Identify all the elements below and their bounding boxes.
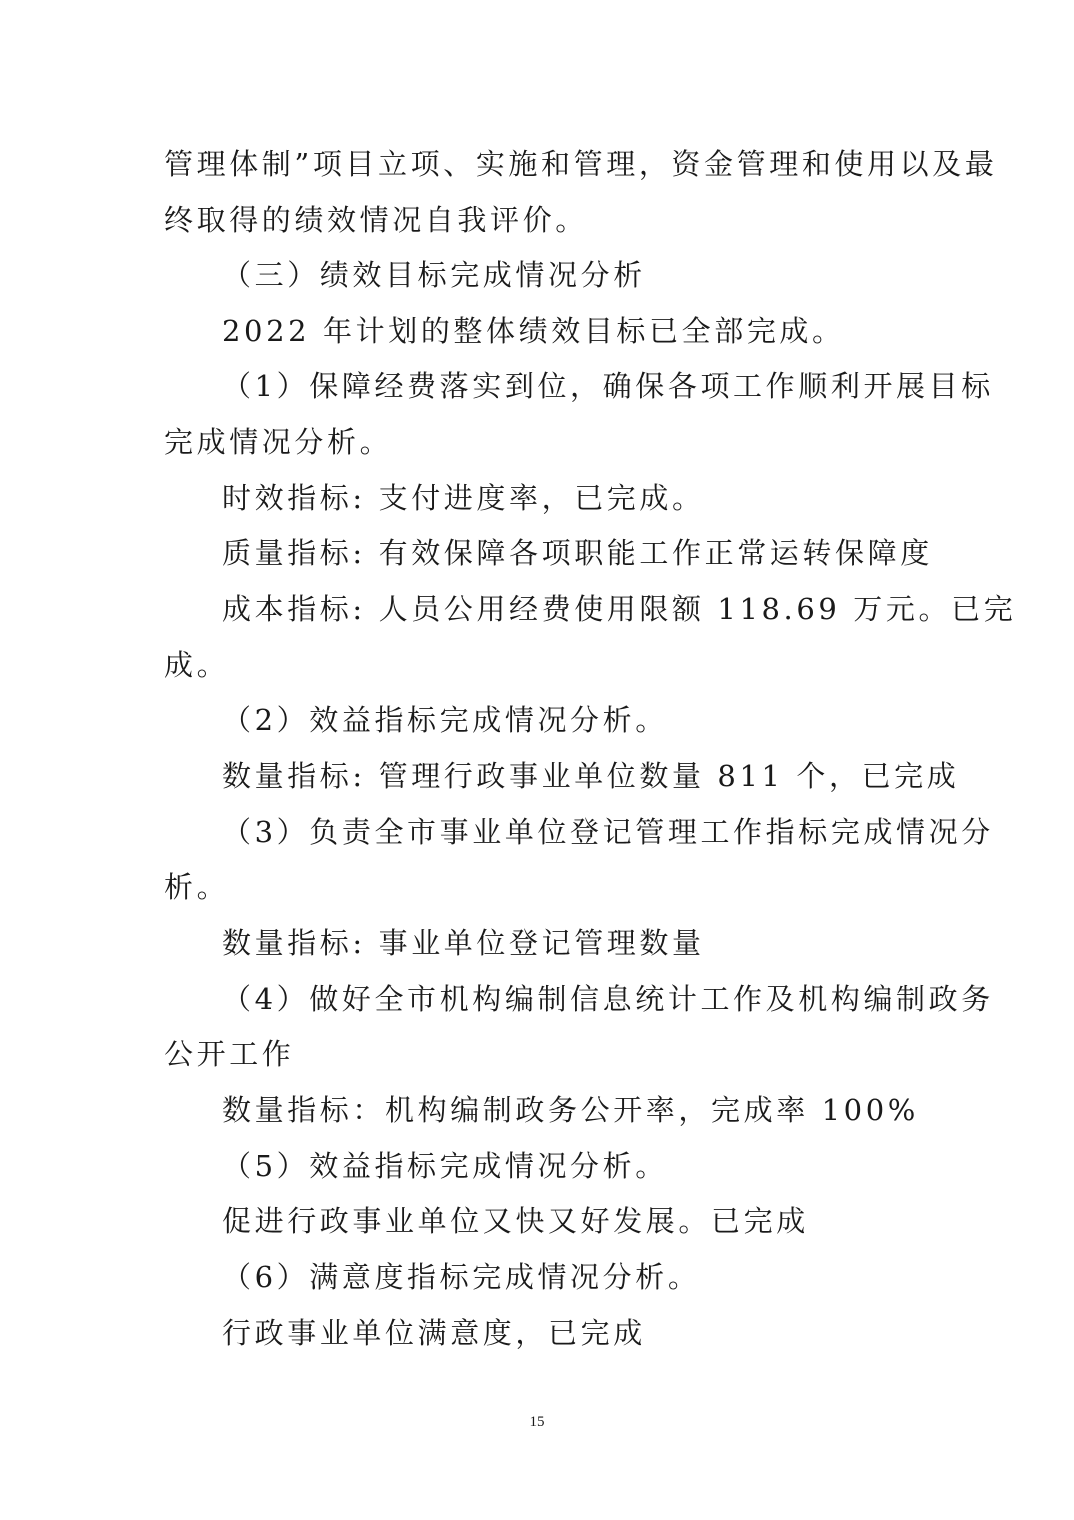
text-line-2: 终取得的绩效情况自我评价。	[164, 203, 588, 237]
text-line-21: （6）满意度指标完成情况分析。	[222, 1260, 701, 1294]
text-line-7: 时效指标: 支付进度率，已完成。	[222, 481, 705, 515]
text-line-12: 数量指标: 管理行政事业单位数量 811 个，已完成	[222, 759, 960, 793]
text-line-18: 数量指标：机构编制政务公开率，完成率 100%	[222, 1093, 919, 1127]
text-line-1: 管理体制”项目立项、实施和管理，资金管理和使用以及最	[164, 147, 998, 181]
text-line-14: 析。	[164, 870, 230, 904]
text-line-9: 成本指标: 人员公用经费使用限额 118.69 万元。已完	[222, 592, 1017, 626]
text-line-11: （2）效益指标完成情况分析。	[222, 703, 668, 737]
text-line-15: 数量指标: 事业单位登记管理数量	[222, 926, 705, 960]
text-line-19: （5）效益指标完成情况分析。	[222, 1149, 668, 1183]
text-line-22: 行政事业单位满意度，已完成	[222, 1316, 646, 1350]
text-line-8: 质量指标: 有效保障各项职能工作正常运转保障度	[222, 536, 933, 570]
text-line-6: 完成情况分析。	[164, 425, 393, 459]
page-number: 15	[529, 1414, 545, 1430]
section-heading: （三）绩效目标完成情况分析	[222, 258, 646, 292]
text-line-20: 促进行政事业单位又快又好发展。已完成	[222, 1204, 809, 1238]
text-line-5: （1）保障经费落实到位，确保各项工作顺利开展目标	[222, 369, 994, 403]
text-line-17: 公开工作	[164, 1037, 295, 1071]
text-line-16: （4）做好全市机构编制信息统计工作及机构编制政务	[222, 982, 994, 1016]
text-line-10: 成。	[164, 648, 230, 682]
text-line-13: （3）负责全市事业单位登记管理工作指标完成情况分	[222, 815, 994, 849]
text-line-4: 2022 年计划的整体绩效目标已全部完成。	[222, 314, 845, 348]
